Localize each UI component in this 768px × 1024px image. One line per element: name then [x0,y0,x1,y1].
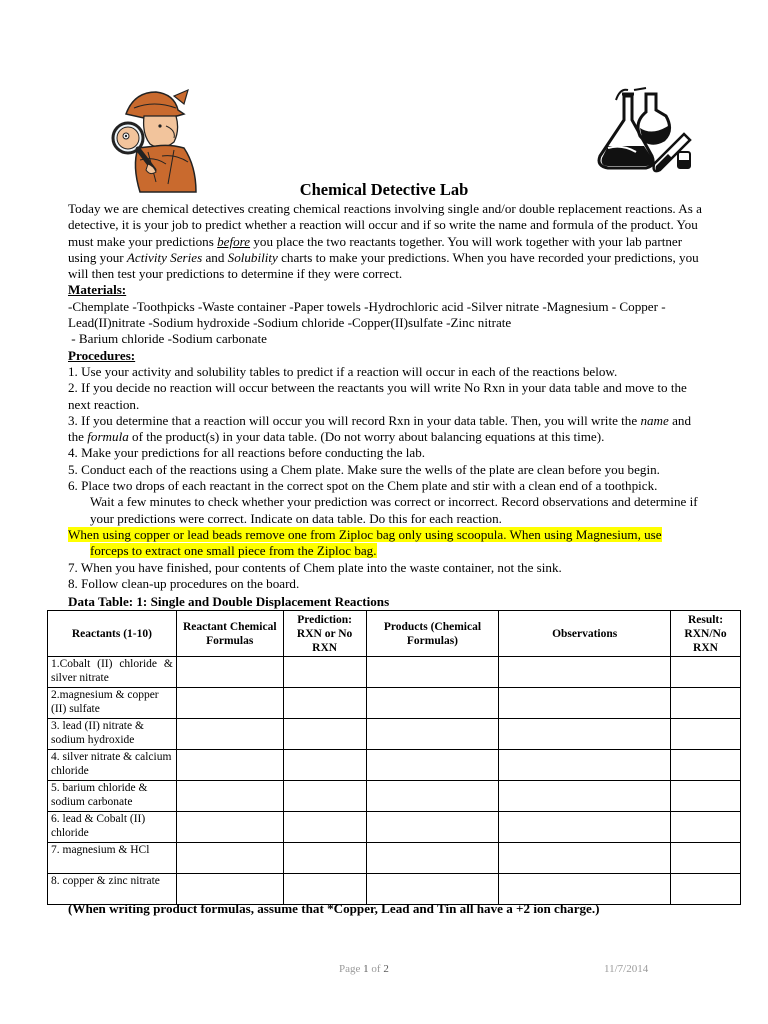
result-cell[interactable] [671,843,741,874]
column-header-formulas: Reactant Chemical Formulas [176,611,283,657]
procedure-text: 3. If you determine that a reaction will occur you will record Rxn in your data table. Then, you will write the [68,412,641,428]
table-row [48,719,741,750]
lab-flasks-icon [594,86,696,176]
table-row [48,874,741,905]
reactants-cell: 7. magnesium & HCl [48,843,177,874]
highlighted-note [68,527,708,543]
prediction-cell[interactable] [283,874,366,905]
procedure-step-7: 7. When you have finished, pour contents of Chem plate into the waste container, not the sink. [68,559,562,575]
formula-cell[interactable] [176,688,283,719]
observations-cell[interactable] [499,719,671,750]
result-cell[interactable] [671,750,741,781]
intro-activity-series: Activity Series [126,249,203,265]
of-word: of [368,963,384,975]
products-cell[interactable] [366,812,499,843]
observations-cell[interactable] [499,750,671,781]
result-cell[interactable] [671,688,741,719]
intro-text: Today we are chemical detectives creating chemical reactions involving single and/or double replacement reactions. As a detective, it is your job to predict whether a reaction will occur and if so write the name and formula of the product. You must make your predictions [68,201,702,249]
observations-cell[interactable] [499,657,671,688]
result-cell[interactable] [671,719,741,750]
formula-cell[interactable] [176,874,283,905]
document-body [68,201,708,592]
formula-cell[interactable] [176,843,283,874]
current-page-number: 1 [363,963,369,975]
procedure-step-2: 2. If you decide no reaction will occur between the reactants you will write No Rxn in your data table and move to the next reaction. [68,380,687,412]
page-title: Chemical Detective Lab [299,180,469,199]
column-header-prediction: Prediction: RXN or No RXN [283,611,366,657]
reactants-cell: 4. silver nitrate & calcium chloride [48,750,177,781]
reactants-cell: 1.Cobalt (II) chloride & silver nitrate [48,657,177,688]
reactants-cell: 5. barium chloride & sodium carbonate [48,781,177,812]
procedure-emphasis-formula: formula [87,429,129,445]
table-header-row [48,611,741,657]
reactants-cell: 6. lead & Cobalt (II) chloride [48,812,177,843]
prediction-cell[interactable] [283,657,366,688]
total-page-number: 2 [383,963,389,975]
intro-text: and [202,249,228,265]
data-table-title: Data Table: 1: Single and Double Displacement Reactions [68,594,390,609]
prediction-cell[interactable] [283,750,366,781]
products-cell[interactable] [366,688,499,719]
intro-text: you place the two reactants together. You will work together with your lab partner using your [68,233,683,265]
observations-cell[interactable] [499,688,671,719]
products-cell[interactable] [366,781,499,812]
highlighted-note-line: forceps to extract one small piece from the Ziploc bag. [90,543,377,559]
table-row [48,657,741,688]
observations-cell[interactable] [499,874,671,905]
procedure-text: of the product(s) in your data table. (Do not worry about balancing equations at this time). [128,429,605,445]
formula-cell[interactable] [176,781,283,812]
result-cell[interactable] [671,874,741,905]
materials-list-continued: - Barium chloride -Sodium carbonate [68,331,267,347]
intro-paragraph [68,201,708,282]
formula-cell[interactable] [176,719,283,750]
table-row [48,781,741,812]
procedure-step-8: 8. Follow clean-up procedures on the board. [68,575,300,591]
prediction-cell[interactable] [283,781,366,812]
result-cell[interactable] [671,657,741,688]
page-word: Page [339,963,364,975]
procedure-emphasis-name: name [640,412,669,428]
table-row [48,688,741,719]
procedures-heading: Procedures: [68,347,136,363]
reactants-cell: 2.magnesium & copper (II) sulfate [48,688,177,719]
formula-cell[interactable] [176,812,283,843]
table-row [48,750,741,781]
reactants-cell: 3. lead (II) nitrate & sodium hydroxide [48,719,177,750]
data-table [47,610,741,905]
page-number [339,963,389,975]
observations-cell[interactable] [499,781,671,812]
column-header-observations: Observations [499,611,671,657]
products-cell[interactable] [366,750,499,781]
prediction-cell[interactable] [283,719,366,750]
footer-date: 11/7/2014 [604,963,649,975]
procedure-step-6-continued: Wait a few minutes to check whether your prediction was correct or incorrect. Record observations and determine if your predictions were correct. Indicate on data table. Do this for each reaction. [90,494,698,526]
prediction-cell[interactable] [283,843,366,874]
procedure-step-5: 5. Conduct each of the reactions using a Chem plate. Make sure the wells of the plate are clean before you begin. [68,461,660,477]
products-cell[interactable] [366,874,499,905]
procedure-step-1: 1. Use your activity and solubility tables to predict if a reaction will occur in each of the reactions below. [68,363,618,379]
highlighted-note-line: When using copper or lead beads remove one from Ziploc bag only using scoopula. When using Magnesium, use [68,526,662,542]
intro-solubility: Solubility [227,249,278,265]
observations-cell[interactable] [499,843,671,874]
prediction-cell[interactable] [283,688,366,719]
observations-cell[interactable] [499,812,671,843]
materials-list: -Chemplate -Toothpicks -Waste container -Paper towels -Hydrochloric acid -Silver nitrate -Magnesium - Copper - Lead(II)nitrate -Sodium hydroxide -Sodium chloride -Copper(II)sulfate -Zinc nitrate [68,298,666,331]
table-row [48,843,741,874]
column-header-reactants: Reactants (1-10) [48,611,177,657]
materials-heading: Materials: [68,282,127,298]
products-cell[interactable] [366,843,499,874]
highlighted-note-continued [68,543,708,559]
reactants-cell: 8. copper & zinc nitrate [48,874,177,905]
footnote: (When writing product formulas, assume that *Copper, Lead and Tin all have a +2 ion charge.) [68,901,600,916]
table-row [48,812,741,843]
products-cell[interactable] [366,657,499,688]
result-cell[interactable] [671,812,741,843]
formula-cell[interactable] [176,750,283,781]
procedure-step-6: 6. Place two drops of each reactant in the correct spot on the Chem plate and stir with a clean end of a toothpick. [68,478,658,494]
products-cell[interactable] [366,719,499,750]
column-header-result: Result: RXN/No RXN [671,611,741,657]
procedure-text: and the [68,412,692,445]
column-header-products: Products (Chemical Formulas) [366,611,499,657]
procedure-step-3 [68,413,708,446]
result-cell[interactable] [671,781,741,812]
intro-text: charts to make your predictions. When you have recorded your predictions, you will then test your predictions to determine if they were correct. [68,249,699,282]
formula-cell[interactable] [176,657,283,688]
intro-emphasis-before: before [217,233,251,249]
procedure-step-4: 4. Make your predictions for all reactions before conducting the lab. [68,445,426,461]
prediction-cell[interactable] [283,812,366,843]
